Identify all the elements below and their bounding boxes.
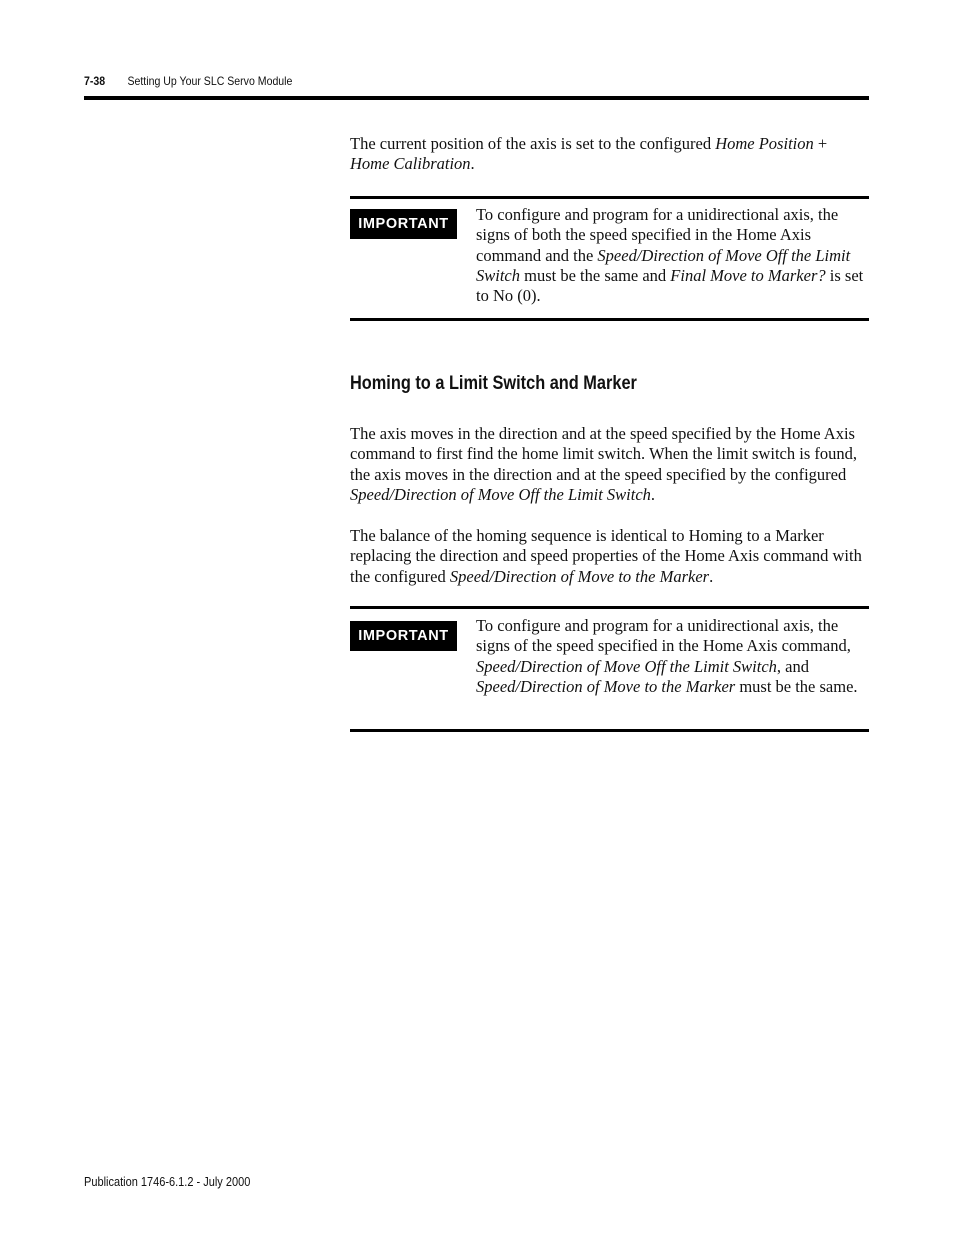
page-number: 7-38 xyxy=(84,74,106,88)
intro-paragraph: The current position of the axis is set to the configured Home Position + Home Calibration. xyxy=(350,134,828,174)
publication-footer: Publication 1746-6.1.2 - July 2000 xyxy=(84,1175,251,1189)
important-1-text: To configure and program for a unidirectional axis, the signs of both the speed specified in the Home Axis command and the Speed/Direction of Move Off the Limit Switch must be the same and Final Move to Marker? is set to No (0). xyxy=(476,205,864,306)
important-2-bottom-rule xyxy=(350,729,869,732)
chapter-title: Setting Up Your SLC Servo Module xyxy=(127,74,293,88)
important-1-bottom-rule xyxy=(350,318,869,321)
section-paragraph-2: The balance of the homing sequence is identical to Homing to a Marker replacing the direction and speed properties of the Home Axis command with the configured Speed/Direction of Move to the Marker. xyxy=(350,526,862,586)
important-2-text: To configure and program for a unidirectional axis, the signs of the speed specified in the Home Axis command, Speed/Direction of Move Off the Limit Switch, and Speed/Direction of Move to the Marker must be the same. xyxy=(476,616,858,696)
header-rule xyxy=(84,96,869,100)
important-1-top-rule xyxy=(350,196,869,199)
important-2-badge: IMPORTANT xyxy=(350,621,457,651)
section-heading: Homing to a Limit Switch and Marker xyxy=(350,373,637,394)
running-header xyxy=(84,73,292,89)
important-1-badge: IMPORTANT xyxy=(350,209,457,239)
important-2-top-rule xyxy=(350,606,869,609)
section-paragraph-1: The axis moves in the direction and at the speed specified by the Home Axis command to first find the home limit switch. When the limit switch is found, the axis moves in the direction and at the speed specified by the configured Speed/Direction of Move Off the Limit Switch. xyxy=(350,424,858,504)
